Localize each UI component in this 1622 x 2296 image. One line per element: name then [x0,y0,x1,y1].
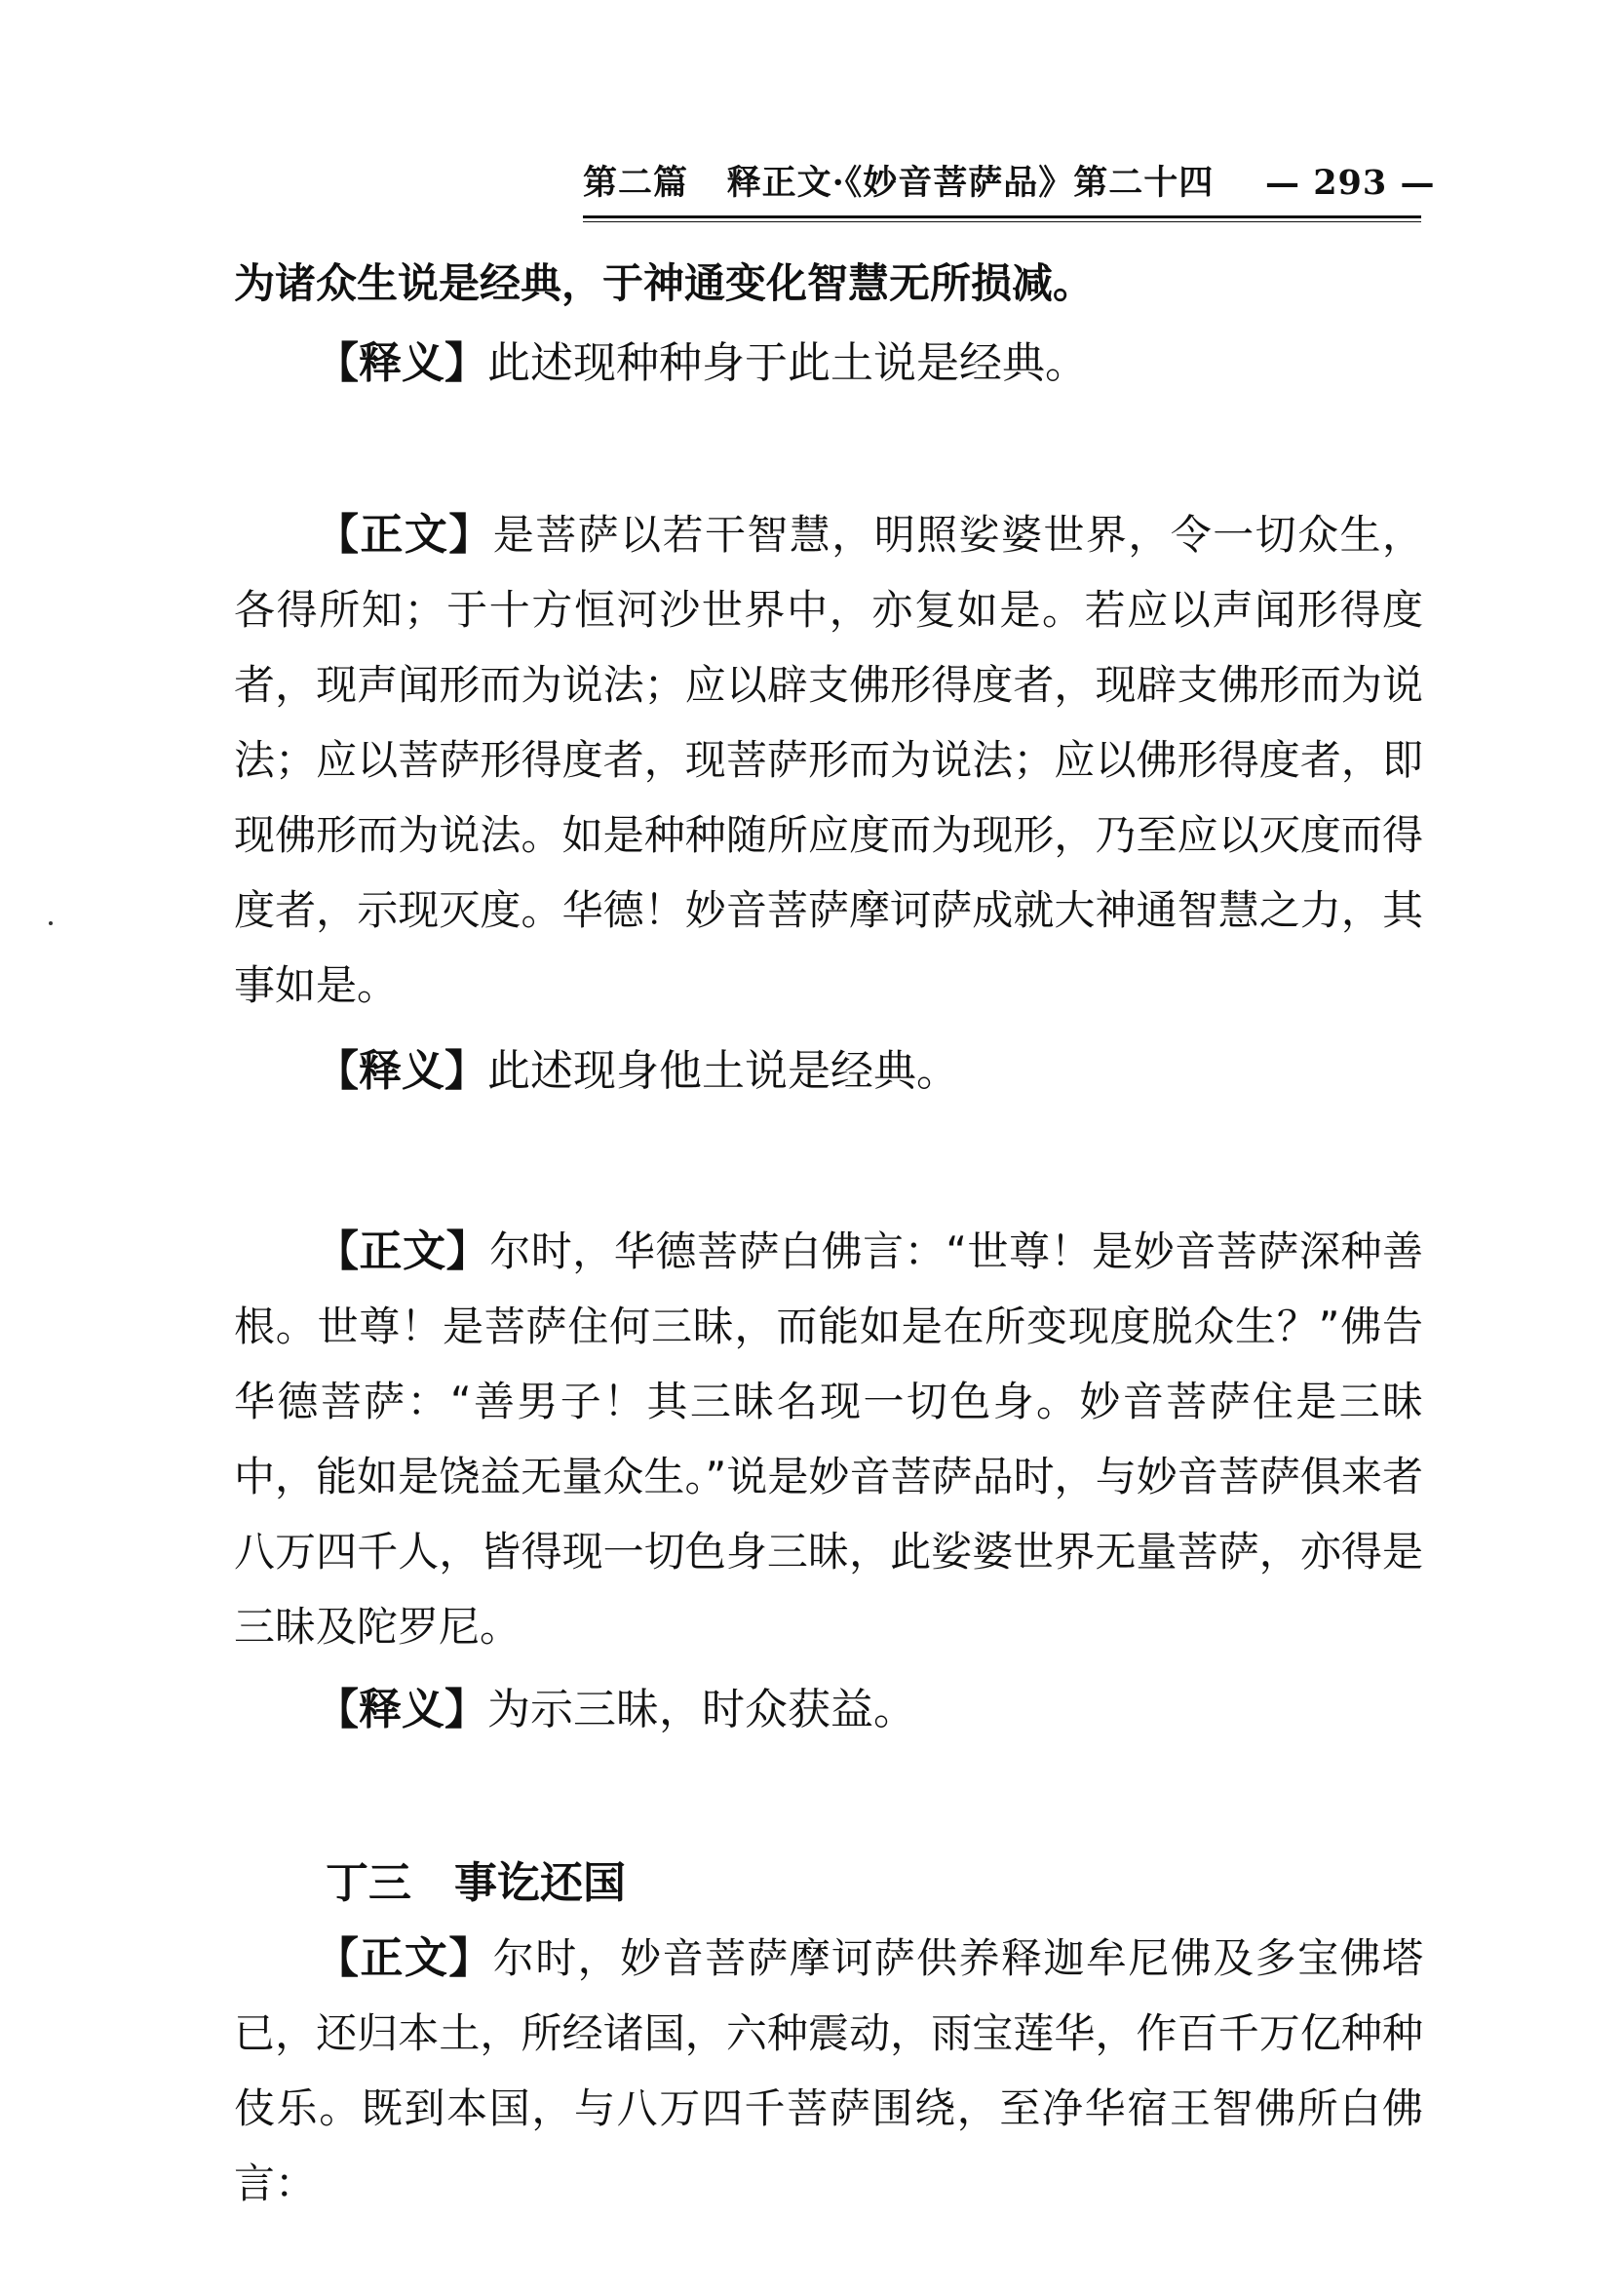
paragraph-commentary: 【释义】此述现身他土说是经典。 [316,1046,959,1096]
header-chapter: 第二篇 [583,163,689,203]
paragraph-main-text: 【正文】尔时，华德菩萨白佛言：“世尊！是妙音菩萨深种善根。世尊！是菩萨住何三昧，而能如是在所变现度脱众生？”佛告华德菩萨：“善男子！其三昧名现一切色身。妙音菩萨住是三昧中，能如是饶益无量众生。”说是妙音菩萨品时，与妙音菩萨俱来者八万四千人，皆得现一切色身三昧，此娑婆世界无量菩萨，亦得是三昧及陀罗尼。 [234,1226,1424,1651]
paragraph-main-text: 【正文】尔时，妙音菩萨摩诃萨供养释迦牟尼佛及多宝佛塔已，还归本土，所经诸国，六种震动，雨宝莲华，作百千万亿种种伎乐。既到本国，与八万四千菩萨围绕，至净华宿王智佛所白佛言： [234,1933,1423,2207]
page-number: — 293 — [1265,163,1436,203]
scan-speck [49,921,53,925]
running-header [583,156,1436,205]
section-heading: 丁三 事讫还国 [326,1858,626,1908]
header-rule [583,215,1421,222]
paragraph-commentary: 【释义】此述现种种身于此土说是经典。 [316,338,1088,388]
paragraph-commentary: 【释义】为示三昧，时众获益。 [316,1685,916,1734]
paragraph-continuation: 为诸众生说是经典，于神通变化智慧无所损减。 [234,259,1095,307]
header-title: 释正文·《妙音菩萨品》第二十四 [726,163,1215,203]
paragraph-main-text: 【正文】是菩萨以若干智慧，明照娑婆世界，令一切众生，各得所知；于十方恒河沙世界中，亦复如是。若应以声闻形得度者，现声闻形而为说法；应以辟支佛形得度者，现辟支佛形而为说法；应以菩萨形得度者，现菩萨形而为说法；应以佛形得度者，即现佛形而为说法。如是种种随所应度而为现形，乃至应以灭度而得度者，示现灭度。华德！妙音菩萨摩诃萨成就大神通智慧之力，其事如是。 [234,510,1423,1009]
